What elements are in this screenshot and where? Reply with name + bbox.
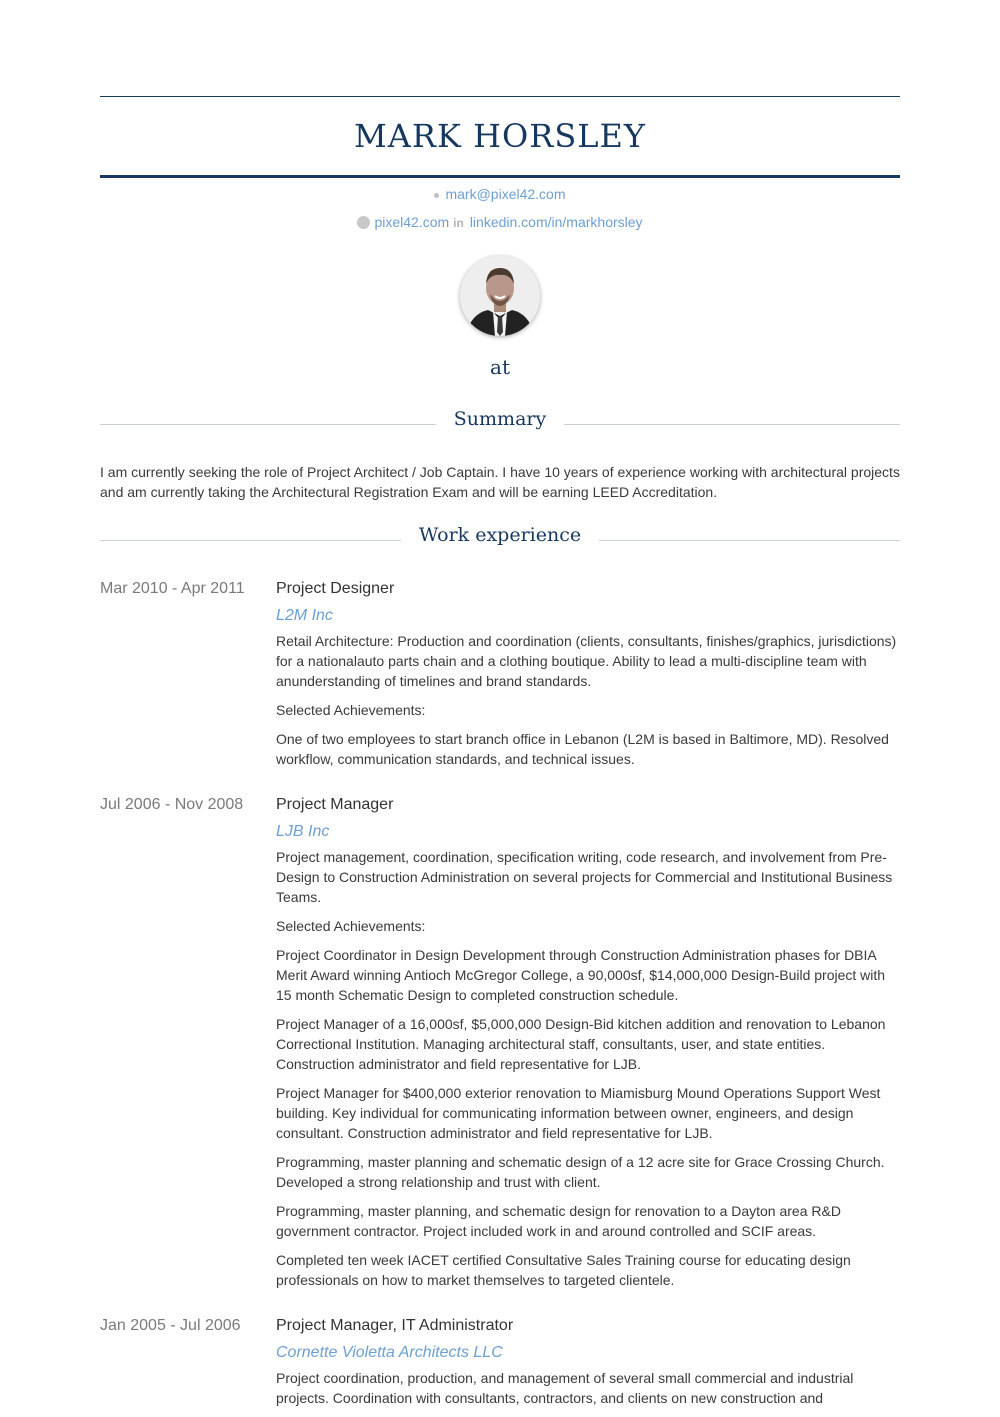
job-entry <box>100 794 900 1299</box>
job-title: Project Manager <box>276 796 394 813</box>
job-body <box>276 578 900 778</box>
bullet-icon <box>434 193 439 198</box>
job-paragraph: Programming, master planning, and schematic design for renovation to a Dayton area R&D government contractor. Project included work in and around controlled and SCIF areas. <box>276 1203 841 1239</box>
job-title: Project Designer <box>276 580 395 597</box>
job-paragraph: Project Coordinator in Design Development through Construction Administration phases for DBIA Merit Award winning Antioch McGregor College, a 90,000sf, $14,000,000 Design-Build project with 15 month Schematic Design to completed construction schedule. <box>276 947 886 1003</box>
avatar <box>460 256 540 336</box>
job-company: L2M Inc <box>276 607 333 624</box>
job-paragraph: Retail Architecture: Production and coordination (clients, consultants, finishes/graphics, jurisdictions) for a nationalauto parts chain and a clothing boutique. Ability to lead a multi-discipline team with anunderstanding of timelines and brand standards. <box>276 633 897 689</box>
job-dates: Jan 2005 - Jul 2006 <box>100 1317 241 1334</box>
job-entry <box>100 578 900 778</box>
job-paragraph: Selected Achievements: <box>276 918 426 934</box>
job-paragraph: Project management, coordination, specification writing, code research, and involvement from Pre-Design to Construction Administration on several projects for Commercial and Institutional Business Teams. <box>276 849 893 905</box>
job-dates: Mar 2010 - Apr 2011 <box>100 580 245 597</box>
contact-row-links <box>100 208 900 236</box>
job-paragraph: Programming, master planning and schematic design of a 12 acre site for Grace Crossing Church. Developed a strong relationship and trust with client. <box>276 1154 885 1190</box>
job-paragraph: Project Manager of a 16,000sf, $5,000,000 Design-Bid kitchen addition and renovation to Lebanon Correctional Institution. Managing architectural staff, consultants, user, and state entities. Construction administrator and field representative for LJB. <box>276 1016 886 1072</box>
avatar-wrap <box>100 256 900 341</box>
linkedin-link[interactable]: linkedin.com/in/markhorsley <box>469 214 643 230</box>
email-link[interactable]: mark@pixel42.com <box>445 186 566 202</box>
headline: at <box>490 355 510 379</box>
job-paragraph: Project coordination, production, and management of several small commercial and industrial projects. Coordination with consultants, contractors, and clients on new construction and <box>276 1370 854 1406</box>
job-entry <box>100 1315 900 1417</box>
job-paragraph: Completed ten week IACET certified Consultative Sales Training course for educating design professionals on how to market themselves to targeted clientele. <box>276 1252 851 1288</box>
work-heading: Work experience <box>401 524 599 546</box>
job-paragraph: One of two employees to start branch office in Lebanon (L2M is based in Baltimore, MD). Resolved workflow, communication standards, and technical issues. <box>276 731 889 767</box>
job-title: Project Manager, IT Administrator <box>276 1317 514 1334</box>
summary-section-header <box>100 408 900 438</box>
avatar-portrait <box>460 256 540 336</box>
job-paragraph: Selected Achievements: <box>276 702 426 718</box>
contact-info <box>100 180 900 236</box>
job-body <box>276 1315 900 1417</box>
summary-text: I am currently seeking the role of Project Architect / Job Captain. I have 10 years of experience working with architectural projects and am currently taking the Architectural Registration Exam and will be earning LEED Accreditation. <box>100 464 900 500</box>
website-link[interactable]: pixel42.com <box>374 214 450 230</box>
job-body <box>276 794 900 1299</box>
work-section-header <box>100 524 900 554</box>
globe-icon <box>357 216 370 229</box>
header-top-rule <box>100 96 900 97</box>
contact-row-email <box>100 180 900 208</box>
job-paragraph: Project Manager for $400,000 exterior renovation to Miamisburg Mound Operations Support West building. Key individual for communicating information between owner, engineers, and design consultant. Construction administrator and field representative for LJB. <box>276 1085 881 1141</box>
resume-page <box>100 0 900 1417</box>
job-company: LJB Inc <box>276 823 330 840</box>
job-dates: Jul 2006 - Nov 2008 <box>100 796 244 813</box>
summary-heading: Summary <box>436 408 564 430</box>
header-bottom-rule <box>100 175 900 178</box>
linkedin-icon: in <box>453 216 464 231</box>
work-experience-list <box>100 578 900 1417</box>
candidate-name: MARK HORSLEY <box>354 117 646 155</box>
job-company: Cornette Violetta Architects LLC <box>276 1344 503 1361</box>
